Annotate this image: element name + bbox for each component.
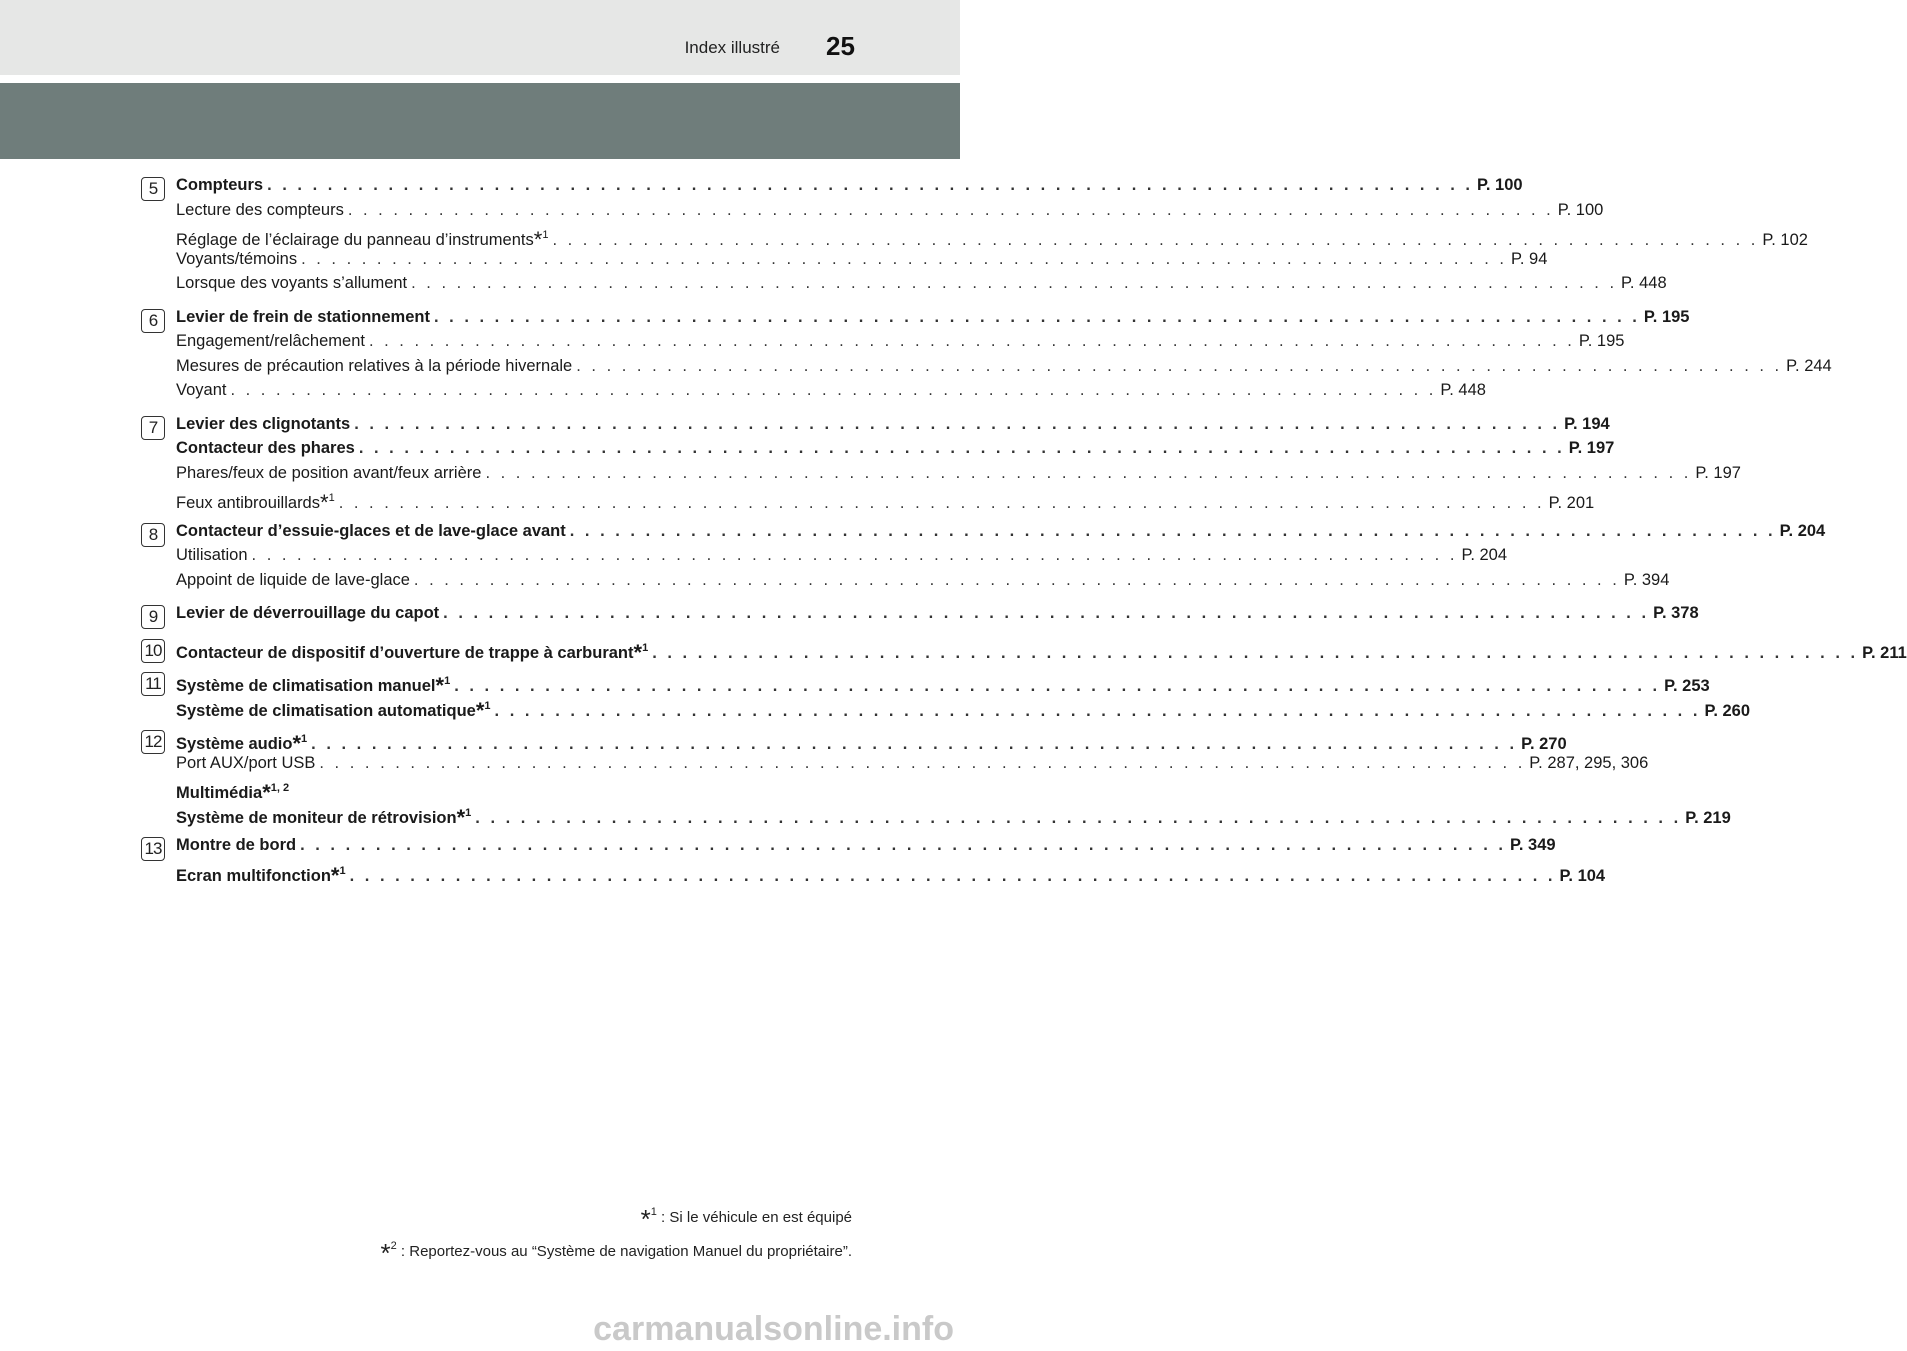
entry-label: Utilisation	[176, 546, 248, 564]
entry-label: Feux antibrouillards*$^1$	[176, 490, 335, 515]
page-reference-link[interactable]: P. 195	[1578, 332, 1625, 350]
entry-label: Montre de bord	[176, 836, 297, 854]
entry-label: Compteurs	[176, 176, 264, 194]
page-number: 25	[826, 31, 855, 61]
page-reference-link[interactable]: P. 204	[1461, 546, 1508, 564]
item-number-badge: 11	[141, 672, 165, 696]
item-number-badge: 8	[141, 523, 165, 547]
footnote-2: *$^2$ : Reportez-vous au “Système de navigation Manuel du propriétaire”.	[380, 1238, 852, 1268]
index-entry	[176, 488, 1595, 515]
asterisk-icon: *	[456, 804, 466, 830]
footnote-ref: 1	[328, 492, 335, 504]
index-entry	[176, 414, 1610, 439]
entry-label: Système de climatisation manuel*$^1$	[176, 673, 451, 698]
index-entry	[176, 332, 1625, 356]
dot-leader: . . . . . . . . . . . . . . . . . . . . . . . . . . . . . . . . . . . . . . . . . . . . . . . . . . . . . . . . . . . . . . . . . . . . . . . . . . . . . . . .	[569, 521, 1776, 540]
dot-leader: . . . . . . . . . . . . . . . . . . . . . . . . . . . . . . . . . . . . . . . . . . . . . . . . . . . . . . . . . . . . . . . . . . . . . . . . . . . . . . . .	[300, 836, 1506, 854]
page-reference-link[interactable]: P. 211	[1862, 643, 1907, 662]
entry-label: Levier de déverrouillage du capot	[176, 604, 440, 622]
page-reference-link[interactable]: P. 448	[1440, 381, 1486, 399]
page-reference-link[interactable]: P. 244	[1786, 356, 1832, 375]
index-entry	[176, 570, 1670, 595]
index-entry	[176, 274, 1667, 298]
dot-leader: . . . . . . . . . . . . . . . . . . . . . . . . . . . . . . . . . . . . . . . . . . . . . . . . . . . . . . . . . . . . . . . . . . . . . . . . . . . . . . . .	[230, 381, 1437, 399]
item-number-badge: 13	[141, 837, 165, 861]
page-reference-link[interactable]: P. 260	[1704, 701, 1751, 720]
index-entry	[176, 803, 1731, 830]
dot-leader: . . . . . . . . . . . . . . . . . . . . . . . . . . . . . . . . . . . . . . . . . . . . . . . . . . . . . . . . . . . . . . . . . . . . . . . . . . . . . . . .	[652, 643, 1859, 662]
page-reference-link[interactable]: P. 204	[1779, 521, 1826, 540]
dot-leader: . . . . . . . . . . . . . . . . . . . . . . . . . . . . . . . . . . . . . . . . . . . . . . . . . . . . . . . . . . . . . . . . . . . . . . . . . . . . . . . .	[338, 494, 1545, 512]
item-number-badge: 9	[141, 605, 165, 629]
index-entry	[176, 671, 1710, 698]
entry-label: Contacteur des phares	[176, 439, 355, 457]
index-entry	[176, 249, 1548, 274]
asterisk-icon: *	[640, 1204, 651, 1234]
dot-leader: . . . . . . . . . . . . . . . . . . . . . . . . . . . . . . . . . . . . . . . . . . . . . . . . . . . . . . . . . . . . . . . . . . . . . . . . . . . . . . . .	[552, 231, 1759, 249]
item-number-badge: 7	[141, 416, 165, 440]
index-entry	[176, 753, 1649, 778]
section-title: Index illustré	[684, 38, 780, 57]
entry-label: Système de moniteur de rétrovision*$^1$	[176, 804, 472, 830]
footnote-1: *$^1$ : Si le véhicule en est équipé	[640, 1204, 852, 1234]
index-entry	[176, 778, 796, 805]
illustration-banner	[0, 83, 960, 159]
asterisk-icon: *	[533, 227, 543, 252]
page-reference-link[interactable]: P. 394	[1623, 570, 1670, 589]
page-reference-link[interactable]: P. 270	[1521, 735, 1567, 753]
page-reference-link[interactable]: P. 104	[1559, 866, 1606, 885]
page-reference-link[interactable]: P. 378	[1653, 604, 1699, 622]
footnote-ref: 1, 2	[270, 782, 290, 794]
page-reference-link[interactable]: P. 349	[1509, 836, 1556, 854]
entry-label: Levier des clignotants	[176, 414, 351, 433]
dot-leader: . . . . . . . . . . . . . . . . . . . . . . . . . . . . . . . . . . . . . . . . . . . . . . . . . . . . . . . . . . . . . . . . . . . . . . . . . . . . . . . .	[576, 356, 1783, 375]
index-entry	[176, 176, 1523, 200]
entry-label: Contacteur de dispositif d’ouverture de trappe à carburant*$^1$	[176, 639, 649, 665]
entry-label: Port AUX/port USB	[176, 753, 316, 772]
dot-leader: . . . . . . . . . . . . . . . . . . . . . . . . . . . . . . . . . . . . . . . . . . . . . . . . . . . . . . . . . . . . . . . . . . . . . . . . . . . . . . . .	[485, 463, 1692, 482]
dot-leader: . . . . . . . . . . . . . . . . . . . . . . . . . . . . . . . . . . . . . . . . . . . . . . . . . . . . . . . . . . . . . . . . . . . . . . . . . . . . . . . .	[358, 439, 1565, 457]
entry-label: Lorsque des voyants s’allument	[176, 274, 408, 292]
page-reference-link[interactable]: P. 195	[1643, 307, 1690, 326]
index-entry	[176, 836, 1556, 860]
dot-leader: . . . . . . . . . . . . . . . . . . . . . . . . . . . . . . . . . . . . . . . . . . . . . . . . . . . . . . . . . . . . . . . . . . . . . . . . . . . . . . . .	[347, 200, 1554, 219]
dot-leader: . . . . . . . . . . . . . . . . . . . . . . . . . . . . . . . . . . . . . . . . . . . . . . . . . . . . . . . . . . . . . . . . . . . . . . . . . . . . . . . .	[301, 249, 1507, 268]
page-reference-link[interactable]: P. 100	[1477, 176, 1523, 194]
page-reference-link[interactable]: P. 197	[1568, 439, 1615, 457]
dot-leader: . . . . . . . . . . . . . . . . . . . . . . . . . . . . . . . . . . . . . . . . . . . . . . . . . . . . . . . . . . . . . . . . . . . . . . . . . . . . . . . .	[354, 414, 1561, 433]
asterisk-icon: *	[475, 697, 485, 723]
entry-label: Voyant	[176, 381, 227, 399]
entry-label: Mesures de précaution relatives à la période hivernale	[176, 356, 573, 375]
index-entry	[176, 546, 1508, 570]
entry-label: Lecture des compteurs	[176, 200, 344, 219]
watermark: carmanualsonline.info	[593, 1310, 954, 1348]
item-number-badge: 10	[141, 639, 165, 663]
index-entry	[176, 439, 1615, 463]
footnote-ref: 1	[542, 229, 549, 241]
index-entry	[176, 463, 1741, 488]
asterisk-icon: *	[320, 490, 329, 515]
dot-leader: . . . . . . . . . . . . . . . . . . . . . . . . . . . . . . . . . . . . . . . . . . . . . . . . . . . . . . . . . . . . . . . . . . . . . . . . . . . . . . . .	[311, 735, 1518, 753]
footnote-ref: 1	[444, 675, 451, 687]
asterisk-icon: *	[633, 639, 643, 665]
dot-leader: . . . . . . . . . . . . . . . . . . . . . . . . . . . . . . . . . . . . . . . . . . . . . . . . . . . . . . . . . . . . . . . . . . . . . . . . . . . . . . . .	[349, 866, 1556, 885]
dot-leader: . . . . . . . . . . . . . . . . . . . . . . . . . . . . . . . . . . . . . . . . . . . . . . . . . . . . . . . . . . . . . . . . . . . . . . . . . . . . . . . .	[267, 176, 1473, 194]
dot-leader: . . . . . . . . . . . . . . . . . . . . . . . . . . . . . . . . . . . . . . . . . . . . . . . . . . . . . . . . . . . . . . . . . . . . . . . . . . . . . . . .	[454, 677, 1661, 695]
dot-leader: . . . . . . . . . . . . . . . . . . . . . . . . . . . . . . . . . . . . . . . . . . . . . . . . . . . . . . . . . . . . . . . . . . . . . . . . . . . . . . . .	[411, 274, 1618, 292]
entry-label: Appoint de liquide de lave-glace	[176, 570, 410, 589]
dot-leader: . . . . . . . . . . . . . . . . . . . . . . . . . . . . . . . . . . . . . . . . . . . . . . . . . . . . . . . . . . . . . . . . . . . . . . . . . . . . . . . .	[433, 307, 1640, 326]
footnote-ref: 1	[465, 806, 472, 819]
index-entry	[176, 381, 1486, 405]
page-reference-link[interactable]: P. 194	[1564, 414, 1610, 433]
index-entry	[176, 604, 1699, 628]
entry-label: Contacteur d’essuie-glaces et de lave-glace avant	[176, 521, 566, 540]
page-reference-link[interactable]: P. 253	[1664, 677, 1710, 695]
entry-label: Réglage de l’éclairage du panneau d’instruments*$^1$	[176, 227, 549, 252]
page-reference-link[interactable]: P. 102	[1762, 231, 1808, 249]
entry-label: Engagement/relâchement	[176, 332, 365, 350]
footnote-ref: 1	[484, 699, 491, 712]
footnote-ref: 1	[301, 733, 308, 745]
item-number-badge: 12	[141, 730, 165, 754]
index-entry	[176, 225, 1808, 252]
item-number-badge: 6	[141, 309, 165, 333]
header-bar	[0, 0, 960, 75]
asterisk-icon: *	[380, 1238, 391, 1268]
dot-leader: . . . . . . . . . . . . . . . . . . . . . . . . . . . . . . . . . . . . . . . . . . . . . . . . . . . . . . . . . . . . . . . . . . . . . . . . . . . . . . . .	[251, 546, 1458, 564]
asterisk-icon: *	[292, 731, 302, 756]
footnote-ref: 1	[339, 864, 346, 877]
entry-label: Système audio*$^1$	[176, 731, 308, 756]
index-entry	[176, 729, 1567, 756]
page-reference-link[interactable]: P. 448	[1621, 274, 1667, 292]
entry-label: Levier de frein de stationnement	[176, 307, 430, 326]
index-entry	[176, 696, 1751, 723]
entry-label: Ecran multifonction*$^1$	[176, 862, 346, 888]
index-entry	[176, 200, 1604, 225]
index-entry	[176, 521, 1826, 546]
dot-leader: . . . . . . . . . . . . . . . . . . . . . . . . . . . . . . . . . . . . . . . . . . . . . . . . . . . . . . . . . . . . . . . . . . . . . . . . . . . . . . . .	[368, 332, 1575, 350]
page-reference-link[interactable]: P. 219	[1685, 808, 1731, 827]
page-reference-link[interactable]: P. 197	[1695, 463, 1741, 482]
dot-leader: . . . . . . . . . . . . . . . . . . . . . . . . . . . . . . . . . . . . . . . . . . . . . . . . . . . . . . . . . . . . . . . . . . . . . . . . . . . . . . . .	[494, 701, 1701, 720]
entry-label: Multimédia*$^{1, 2}$	[176, 780, 290, 805]
dot-leader: . . . . . . . . . . . . . . . . . . . . . . . . . . . . . . . . . . . . . . . . . . . . . . . . . . . . . . . . . . . . . . . . . . . . . . . . . . . . . . . .	[319, 753, 1526, 772]
entry-label: Voyants/témoins	[176, 249, 298, 268]
index-entry	[176, 356, 1832, 381]
asterisk-icon: *	[435, 673, 445, 698]
asterisk-icon: *	[262, 780, 271, 805]
page-reference-link[interactable]: P. 201	[1548, 494, 1595, 512]
page-reference-link[interactable]: P. 287, 295, 306	[1529, 753, 1649, 772]
dot-leader: . . . . . . . . . . . . . . . . . . . . . . . . . . . . . . . . . . . . . . . . . . . . . . . . . . . . . . . . . . . . . . . . . . . . . . . . . . . . . . . .	[475, 808, 1682, 827]
page-reference-link[interactable]: P. 94	[1510, 249, 1548, 268]
item-number-badge: 5	[141, 177, 165, 201]
asterisk-icon: *	[330, 862, 340, 888]
index-entry	[176, 638, 1907, 665]
entry-label: Phares/feux de position avant/feux arrière	[176, 463, 482, 482]
entry-label: Système de climatisation automatique*$^1$	[176, 697, 491, 723]
index-entry	[176, 861, 1606, 888]
footnote-ref: 1	[642, 641, 649, 654]
dot-leader: . . . . . . . . . . . . . . . . . . . . . . . . . . . . . . . . . . . . . . . . . . . . . . . . . . . . . . . . . . . . . . . . . . . . . . . . . . . . . . . .	[443, 604, 1650, 622]
dot-leader: . . . . . . . . . . . . . . . . . . . . . . . . . . . . . . . . . . . . . . . . . . . . . . . . . . . . . . . . . . . . . . . . . . . . . . . . . . . . . . . .	[413, 570, 1620, 589]
page-reference-link[interactable]: P. 100	[1557, 200, 1604, 219]
index-entry	[176, 307, 1690, 332]
